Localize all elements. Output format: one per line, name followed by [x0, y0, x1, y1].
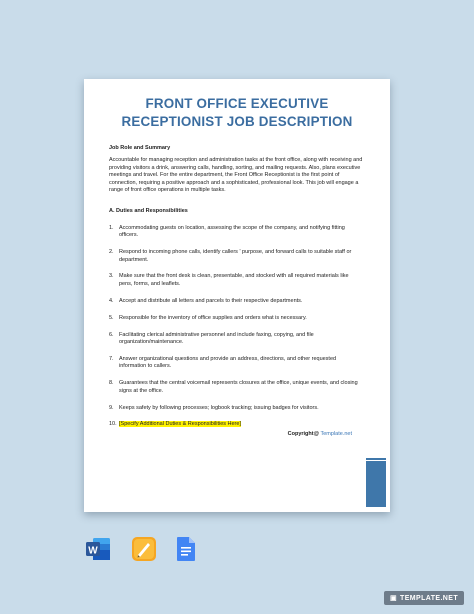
pages-icon[interactable] — [131, 536, 155, 562]
section-heading: Job Role and Summary — [109, 145, 171, 151]
document-body — [109, 145, 368, 438]
duty-text: Accept and distribute all letters and parcels to their respective departments. — [119, 297, 303, 304]
svg-text:W: W — [88, 545, 98, 557]
corner-accent-bar — [366, 461, 386, 507]
duty-text: Guarantees that the central voicemail represents closures at the office, unique events, and closing signs at the office. — [119, 380, 358, 394]
duties-list — [109, 225, 368, 429]
template-net-watermark — [384, 591, 464, 605]
duty-text: Keeps safety by following processes; logbook tracking; issuing badges for visitors. — [119, 404, 319, 411]
duty-text: Facilitating clerical administrative personnel and include faxing, copying, and file organization/maintenance. — [119, 331, 314, 345]
document-preview — [84, 79, 390, 512]
duty-item — [109, 225, 368, 240]
duty-item — [109, 332, 368, 347]
duty-number: 5. — [109, 314, 114, 321]
duty-item — [109, 273, 368, 288]
watermark-text: TEMPLATE.NET — [400, 594, 458, 602]
title-line-2: RECEPTIONIST JOB DESCRIPTION — [121, 114, 353, 129]
summary-paragraph: Accountable for managing reception and administration tasks at the front office, along with receiving and providing visitors a drink, answering calls, handling, sorting, and mailing requests. Also, plans executive meetings and travel. For the entire department, the Front Office Receptionist is the first point of connection, requiring a positive approach and a sophisticated, professional look. This job will engage a range of front office operations in multiple tasks. — [109, 157, 363, 194]
duty-number: 4. — [109, 297, 114, 304]
highlighted-placeholder: [Specify Additional Duties & Responsibilities Here] — [119, 421, 241, 428]
duty-text: Make sure that the front desk is clean, presentable, and stocked with all required materials like pens, forms, and leaflets. — [119, 273, 349, 287]
watermark-logo-icon: ▣ — [390, 595, 398, 602]
duty-text: Accommodating guests on location, assessing the scope of the company, and notifying fitting officers. — [119, 224, 345, 239]
duty-number: 9. — [109, 404, 114, 411]
duty-number: 6. — [109, 331, 114, 338]
duty-item — [109, 356, 368, 371]
word-icon[interactable] — [85, 536, 109, 562]
duty-number: 1. — [109, 224, 114, 231]
duty-item — [109, 405, 368, 412]
copyright-line — [288, 431, 352, 437]
duty-item — [109, 380, 368, 395]
duty-text: Responsible for the inventory of office supplies and orders what is necessary. — [119, 314, 307, 321]
duty-item — [109, 421, 368, 428]
duty-number: 3. — [109, 273, 114, 280]
duty-text: Answer organizational questions and provide an address, directions, and other requested information to callers. — [119, 355, 337, 370]
duty-item — [109, 249, 368, 264]
duty-number: 8. — [109, 380, 114, 387]
copyright-label: Copyright@ — [287, 431, 319, 437]
duty-item — [109, 298, 368, 305]
document-title — [84, 95, 390, 131]
duty-text: Respond to incoming phone calls, identify callers ' purpose, and forward calls to suitable staff or department. — [119, 249, 352, 263]
google-docs-icon[interactable] — [173, 536, 197, 562]
copyright-site: Template.net — [320, 431, 352, 437]
duty-number: 7. — [109, 355, 114, 362]
corner-accent-line — [366, 458, 386, 460]
duty-item — [109, 315, 368, 322]
duties-heading: A. Duties and Responsibilities — [109, 208, 188, 215]
title-line-1: FRONT OFFICE EXECUTIVE — [145, 96, 329, 111]
duty-number: 2. — [109, 249, 114, 256]
duty-number: 10. — [109, 421, 117, 428]
